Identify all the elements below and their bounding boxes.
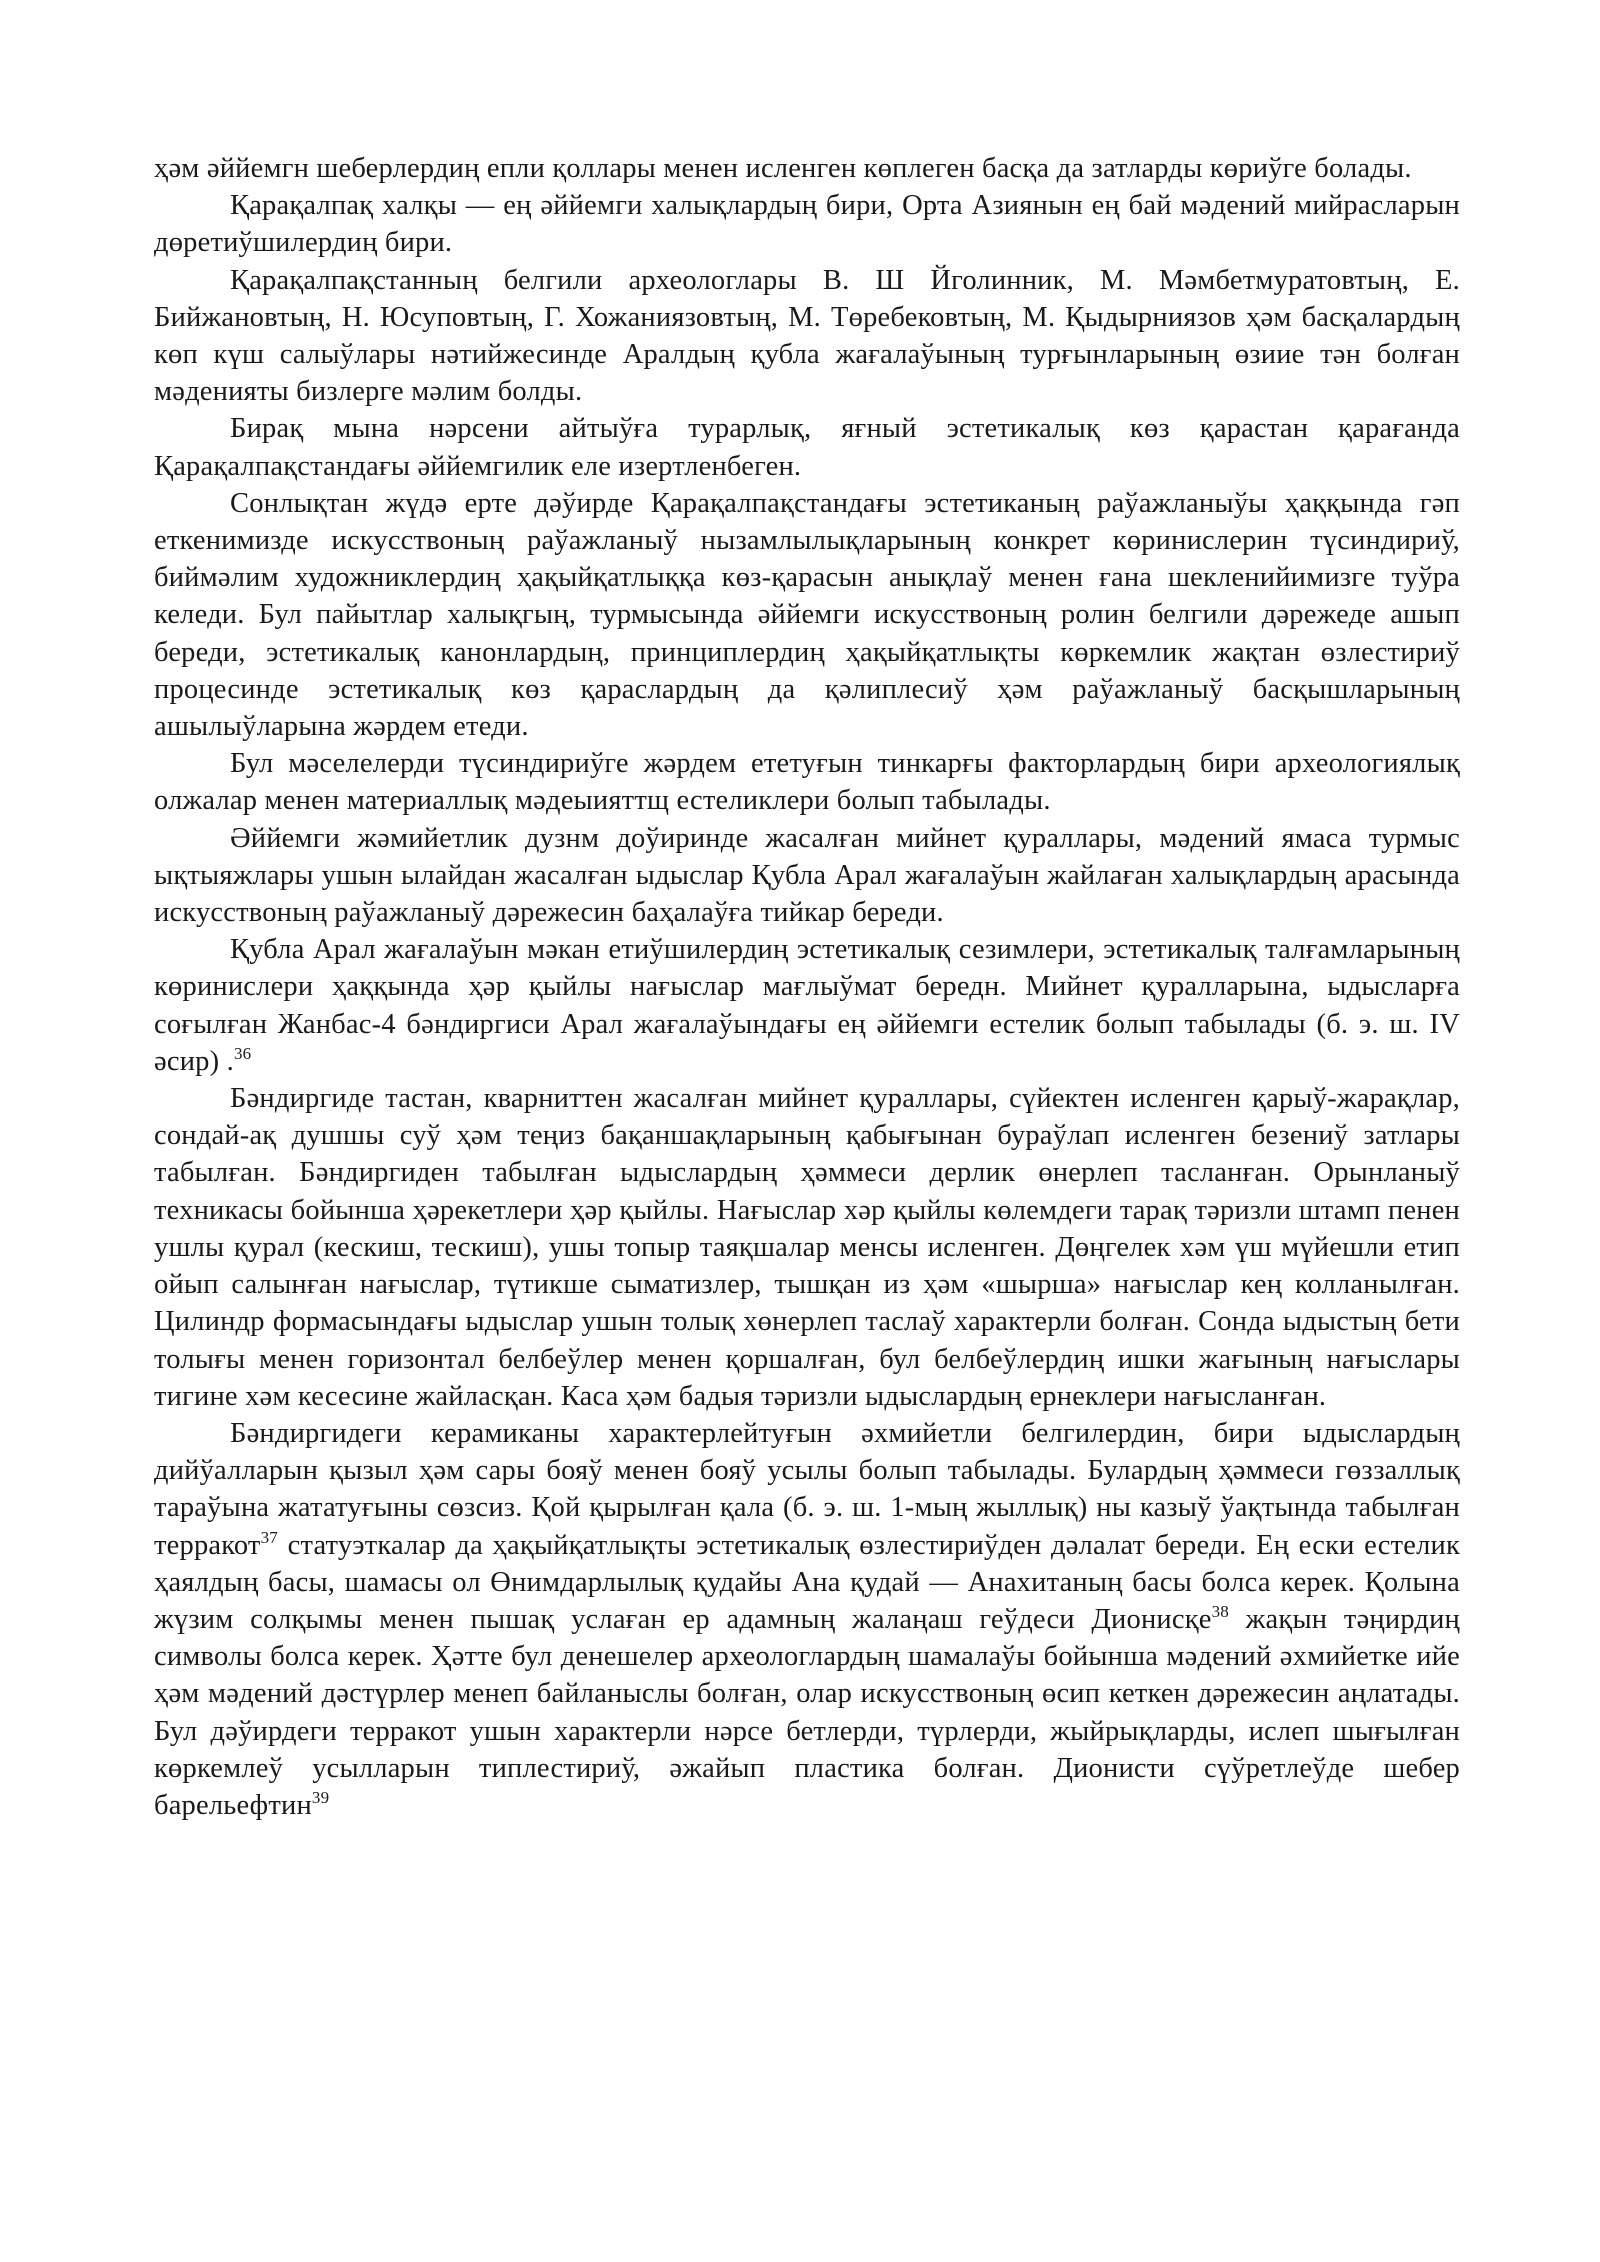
body-paragraph: [154, 1080, 1460, 1415]
body-paragraph: [154, 820, 1460, 932]
paragraph-text: Бул мәселелерди түсиндириўге жәрдем ететуғын тинкарғы факторлардың бири археологиялық олжалар менен материаллық мәдеыияттщ естеликлери болып табылады.: [154, 748, 1460, 817]
body-paragraph: [154, 931, 1460, 1080]
footnote-reference: 39: [311, 1787, 330, 1807]
footnote-reference: 37: [260, 1527, 278, 1547]
paragraph-text: Қарақалпақ халқы — ең әййемги халықлардың бири, Орта Азиянын ең бай мәдений мийрасларын дөретиўшилердиң бири.: [154, 190, 1460, 259]
paragraph-text: Қубла Арал жағалаўын мәкан етиўшилердиң эстетикалық сезимлери, эстетикалық талғамларының көринислери ҳаққында ҳәр қыйлы нағыслар мағлыўмат бередн. Мийнет қуралларына, ыдысларға соғылған Жанбас-4 бәндиргиси Арал жағалаўындағы ең әййемги естелик болып табылады (б. э. ш. IV әсир) .: [154, 934, 1460, 1077]
paragraph-text: Бәндиргидеги керамиканы характерлейтуғын әхмийетли белгилердин, бири ыдыслардың дийўалларын қызыл ҳәм сары бояў менен бояў усылы болып табылады. Булардың ҳәммеси гөззаллық тараўына жататуғыны сөзсиз. Қой қырылған қала (б. э. ш. 1-мың жыллық) ны казыў ўақтында табылған терракот: [154, 1417, 1460, 1561]
paragraph-text: Әййемги жәмийетлик дузнм доўиринде жасалған мийнет қураллары, мәдений ямаса турмыс ықтыяжлары ушын ылайдан жасалған ыдыслар Қубла Арал жағалаўын жайлаған халықлардың арасында искусствоның раўажланыў дәрежесин баҳалаўға тийкар береди.: [154, 822, 1460, 929]
footnote-reference: 36: [233, 1043, 252, 1063]
paragraph-text: жақын тәңирдиң символы болса керек. Ҳәтте бул денешелер археологлардың шамалаўы бойынша мәдений әхмийетке ийе ҳәм мәдений дәстүрлер менеп байланыслы болған, олар искусствоның өсип кеткен дәрежесин аңлатады. Бул дәўирдеги терракот ушын характерли нәрсе бетлерди, түрлерди, жыйрықларды, ислеп шығылған көркемлеў усылларын типлестириў, әжайып пластика болған. Дионисти сүўретлеўде шебер барельефтин: [154, 1603, 1460, 1821]
paragraph-text: ҳәм әййемгн шеберлердиң епли қоллары менен исленген көплеген басқа да затларды көриўге болады.: [154, 153, 1412, 184]
paragraph-text: Сонлықтан жүдә ерте дәўирде Қарақалпақстандағы эстетиканың раўажланыўы ҳаққында гәп еткенимизде искусствоның раўажланыў нызамлылықларының конкрет көринислерин түсиндириў, биймәлим художниклердиң ҳақыйқатлыққа көз-қарасын анықлаў менен ғана шекленийимизге туўра келеди. Бул пайытлар халықгың, турмысында әййемги искусствоның ролин белгили дәрежеде ашып береди, эстетикалық канонлардың, принциплердиң ҳақыйқатлықты көркемлик жақтан өзлестириў процесинде эстетикалық көз қараслардың да қәлиплесиў ҳәм раўажланыў басқышларының ашылыўларына жәрдем етеди.: [154, 487, 1460, 743]
body-paragraph: [154, 410, 1460, 484]
document-page: [154, 150, 1460, 1824]
body-paragraph: [154, 187, 1460, 261]
paragraph-text: Бәндиргиде тастан, кварниттен жасалған мийнет қураллары, сүйектен исленген қарыў-жарақлар, сондай-ақ душшы суў ҳәм теңиз бақаншақларының қабығынан бураўлап исленген безениў затлары табылған. Бәндиргиден табылған ыдыслардың ҳәммеси дерлик өнерлеп тасланған. Орынланыў техникасы бойынша ҳәрекетлери ҳәр қыйлы. Нағыслар хәр қыйлы көлемдеги тарақ тәризли штамп пенен ушлы қурал (кескиш, тескиш), ушы топыр таяқшалар менсы исленген. Дөңгелек хәм үш мүйешли етип ойып салынған нағыслар, түтикше сыматизлер, тышқан из ҳәм «шырша» нағыслар кең колланылған. Цилиндр формасындағы ыдыслар ушын толық хөнерлеп таслаў характерли болған. Сонда ыдыстың бети толығы менен горизонтал белбеўлер менен қоршалған, бул белбеўлердиң ишки жағының нағыслары тигине хәм кесесине жайласқан. Каса ҳәм бадыя тәризли ыдыслардың ернеклери нағысланған.: [154, 1083, 1460, 1412]
body-paragraph: [154, 745, 1460, 819]
paragraph-text: Қарақалпақстанның белгили археологлары В. Ш Йголинник, М. Мәмбетмуратовтың, Е. Бийжановтың, Н. Юсуповтың, Г. Хожаниязовтың, М. Төребековтың, М. Қыдырниязов ҳәм басқалардың көп күш салыўлары нәтийжесинде Аралдың қубла жағалаўының турғынларының өзиие тән болған мәденияты бизлерге мәлим болды.: [154, 264, 1460, 408]
paragraph-text: Бирақ мына нәрсени айтыўға турарлық, яғный эстетикалық көз қарастан қарағанда Қарақалпақстандағы әййемгилик еле изертленбеген.: [154, 413, 1460, 482]
footnote-reference: 38: [1211, 1601, 1230, 1621]
body-paragraph: [154, 150, 1460, 187]
body-paragraph: [154, 262, 1460, 411]
body-paragraph: [154, 1415, 1460, 1824]
body-paragraph: [154, 485, 1460, 745]
paragraph-text: статуэткалар да ҳақыйқатлықты эстетикалық өзлестириўден дәлалат береди. Ең ески естелик ҳаялдың басы, шамасы ол Өнимдарлылық қудайы Ана қудай — Анахитаның басы болса керек. Қолына жүзим солқымы менен пышақ услаған ер адамның жалаңаш геўдеси Дионисқе: [154, 1529, 1460, 1635]
